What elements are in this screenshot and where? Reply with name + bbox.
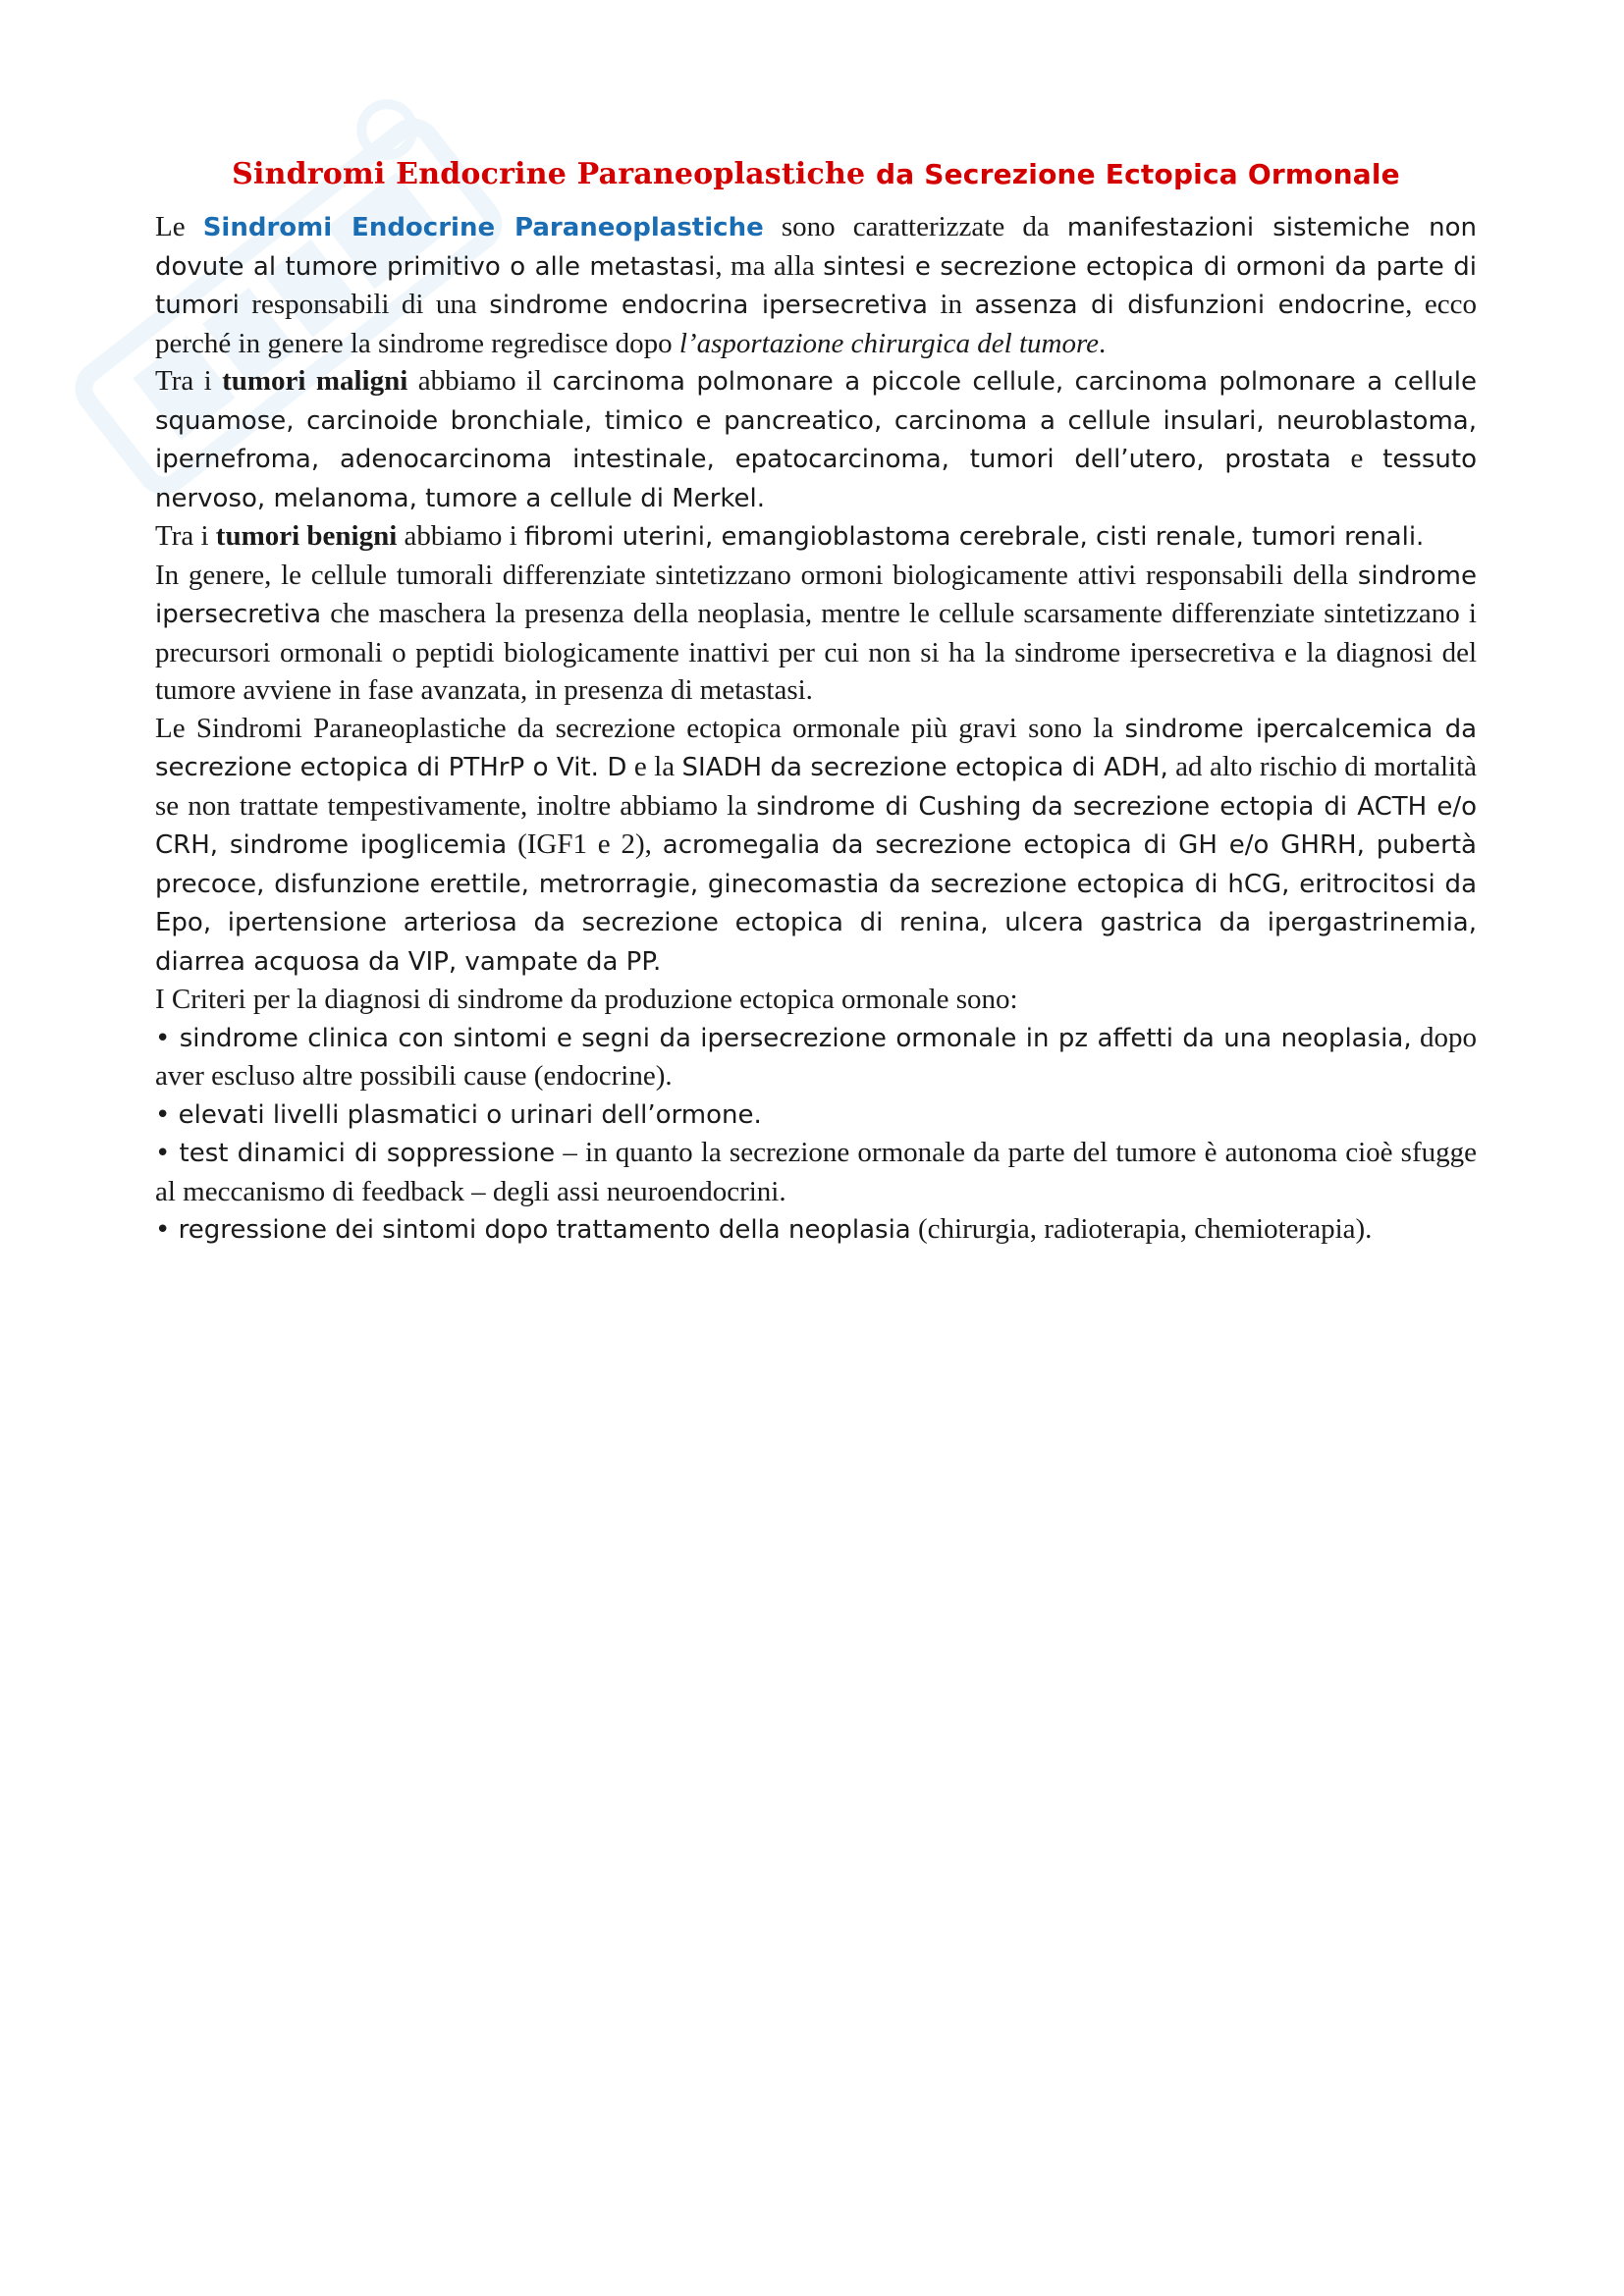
text: .	[1099, 327, 1107, 359]
text-sans: sindrome ipersecretiva	[155, 561, 1477, 629]
title-part-2: da Secrezione Ectopica Ormonale	[875, 158, 1400, 190]
text: , ecco perché in genere la sindrome regredisce dopo	[155, 289, 1477, 359]
text: e	[1330, 443, 1383, 474]
text: Tra i	[155, 365, 223, 397]
text: in	[927, 289, 975, 320]
highlight-term: Sindromi Endocrine Paraneoplastiche	[202, 213, 764, 242]
text-sans: sindrome endocrina ipersecretiva	[489, 291, 928, 320]
text: In genere, le cellule tumorali differenziate sintetizzano ormoni biologicamente attivi responsabili della	[155, 559, 1358, 591]
text-sans: assenza di disfunzioni endocrine	[974, 291, 1406, 320]
paragraph-intro	[155, 208, 1477, 362]
paragraph-benign-tumors	[155, 517, 1477, 557]
bold-term: tumori benigni	[215, 520, 398, 552]
text: Le Sindromi Paraneoplastiche da secrezione ectopica ormonale più gravi sono la	[155, 712, 1125, 744]
text: abbiamo i	[397, 520, 524, 552]
list-item	[155, 1210, 1477, 1250]
criteria-list	[155, 1019, 1477, 1250]
text-sans: acromegalia da secrezione ectopica di GH e/o GHRH, pubertà precoce, disfunzione erettile, metrorragie, ginecomastia da secrezione ectopica di hCG, eritrocitosi da Epo, ipertensione arteriosa da secrezione ectopica di renina, ulcera gastrica da ipergastrinemia, diarrea acquosa da VIP, vampate da PP.	[155, 830, 1477, 977]
paragraph-malignant-tumors	[155, 362, 1477, 517]
text-sans: manifestazioni sistemiche non dovute al tumore primitivo o alle metastasi	[155, 213, 1478, 282]
text-sans: tessuto nervoso, melanoma, tumore a cellule di Merkel.	[155, 445, 1477, 513]
text: (IGF1 e 2),	[507, 828, 663, 860]
text-sans: • sindrome clinica con sintomi e segni da ipersecrezione ormonale in pz affetti da una neoplasia,	[155, 1023, 1412, 1053]
text: abbiamo il	[407, 365, 553, 397]
text: ad alto rischio di mortalità se non trattate tempestivamente, inoltre abbiamo la	[155, 751, 1477, 822]
list-item	[155, 1134, 1477, 1210]
text: dopo aver escluso altre possibili cause (endocrine).	[155, 1021, 1478, 1092]
text-sans: fibromi uterini, emangioblastoma cerebrale, cisti renale, tumori renali.	[523, 522, 1425, 552]
text-italic: l’asportazione chirurgica del tumore	[678, 327, 1100, 359]
title-part-1: Sindromi Endocrine Paraneoplastiche	[232, 157, 876, 191]
text: , ma alla	[715, 249, 824, 282]
bold-term: tumori maligni	[222, 365, 408, 397]
text-sans: sindrome ipercalcemica da secrezione ectopica di PTHrP o Vit. D	[155, 714, 1478, 782]
text-sans: • elevati livelli plasmatici o urinari dell’ormone.	[155, 1099, 762, 1130]
text-sans: SIADH da secrezione ectopica di ADH,	[681, 753, 1168, 782]
paragraph-criteria-intro: I Criteri per la diagnosi di sindrome da produzione ectopica ormonale sono:	[155, 984, 1018, 1015]
text: – in quanto la secrezione ormonale da parte del tumore è autonoma cioè sfugge al meccanismo di feedback – degli assi neuroendocrini.	[155, 1137, 1477, 1207]
text: responsabili di una	[239, 289, 490, 320]
text: Le	[155, 211, 203, 242]
text-sans: carcinoma polmonare a piccole cellule, carcinoma polmonare a cellule squamose, carcinoide bronchiale, timico e pancreatico, carcinoma a cellule insulari, neuroblastoma, ipernefroma, adenocarcinoma intestinale, epatocarcinoma, tumori dell’utero, prostata	[155, 367, 1477, 474]
text: (chirurgia, radioterapia, chemioterapia).	[910, 1213, 1373, 1245]
paragraph-severe-syndromes	[155, 710, 1477, 982]
text-sans: • test dinamici di soppressione	[155, 1139, 556, 1168]
list-item	[155, 1095, 1477, 1135]
text: e la	[626, 751, 682, 782]
document-content	[155, 147, 1477, 1250]
list-item	[155, 1019, 1477, 1095]
text-sans: • regressione dei sintomi dopo trattamento della neoplasia	[155, 1215, 911, 1245]
text: sono caratterizzate da	[763, 211, 1067, 242]
text: Tra i	[155, 520, 216, 552]
document-title	[155, 147, 1477, 202]
paragraph-differentiation	[155, 557, 1477, 710]
text-sans: sindrome di Cushing da secrezione ectopia di ACTH e/o CRH, sindrome ipoglicemia	[155, 791, 1478, 860]
text: che maschera la presenza della neoplasia, mentre le cellule scarsamente differenziate sintetizzano i precursori ormonali o peptidi biologicamente inattivi per cui non si ha la sindrome ipersecretiva e la diagnosi del tumore avviene in fase avanzata, in presenza di metastasi.	[155, 598, 1477, 706]
text-sans: sintesi e secrezione ectopica di ormoni da parte di tumori	[155, 251, 1477, 320]
